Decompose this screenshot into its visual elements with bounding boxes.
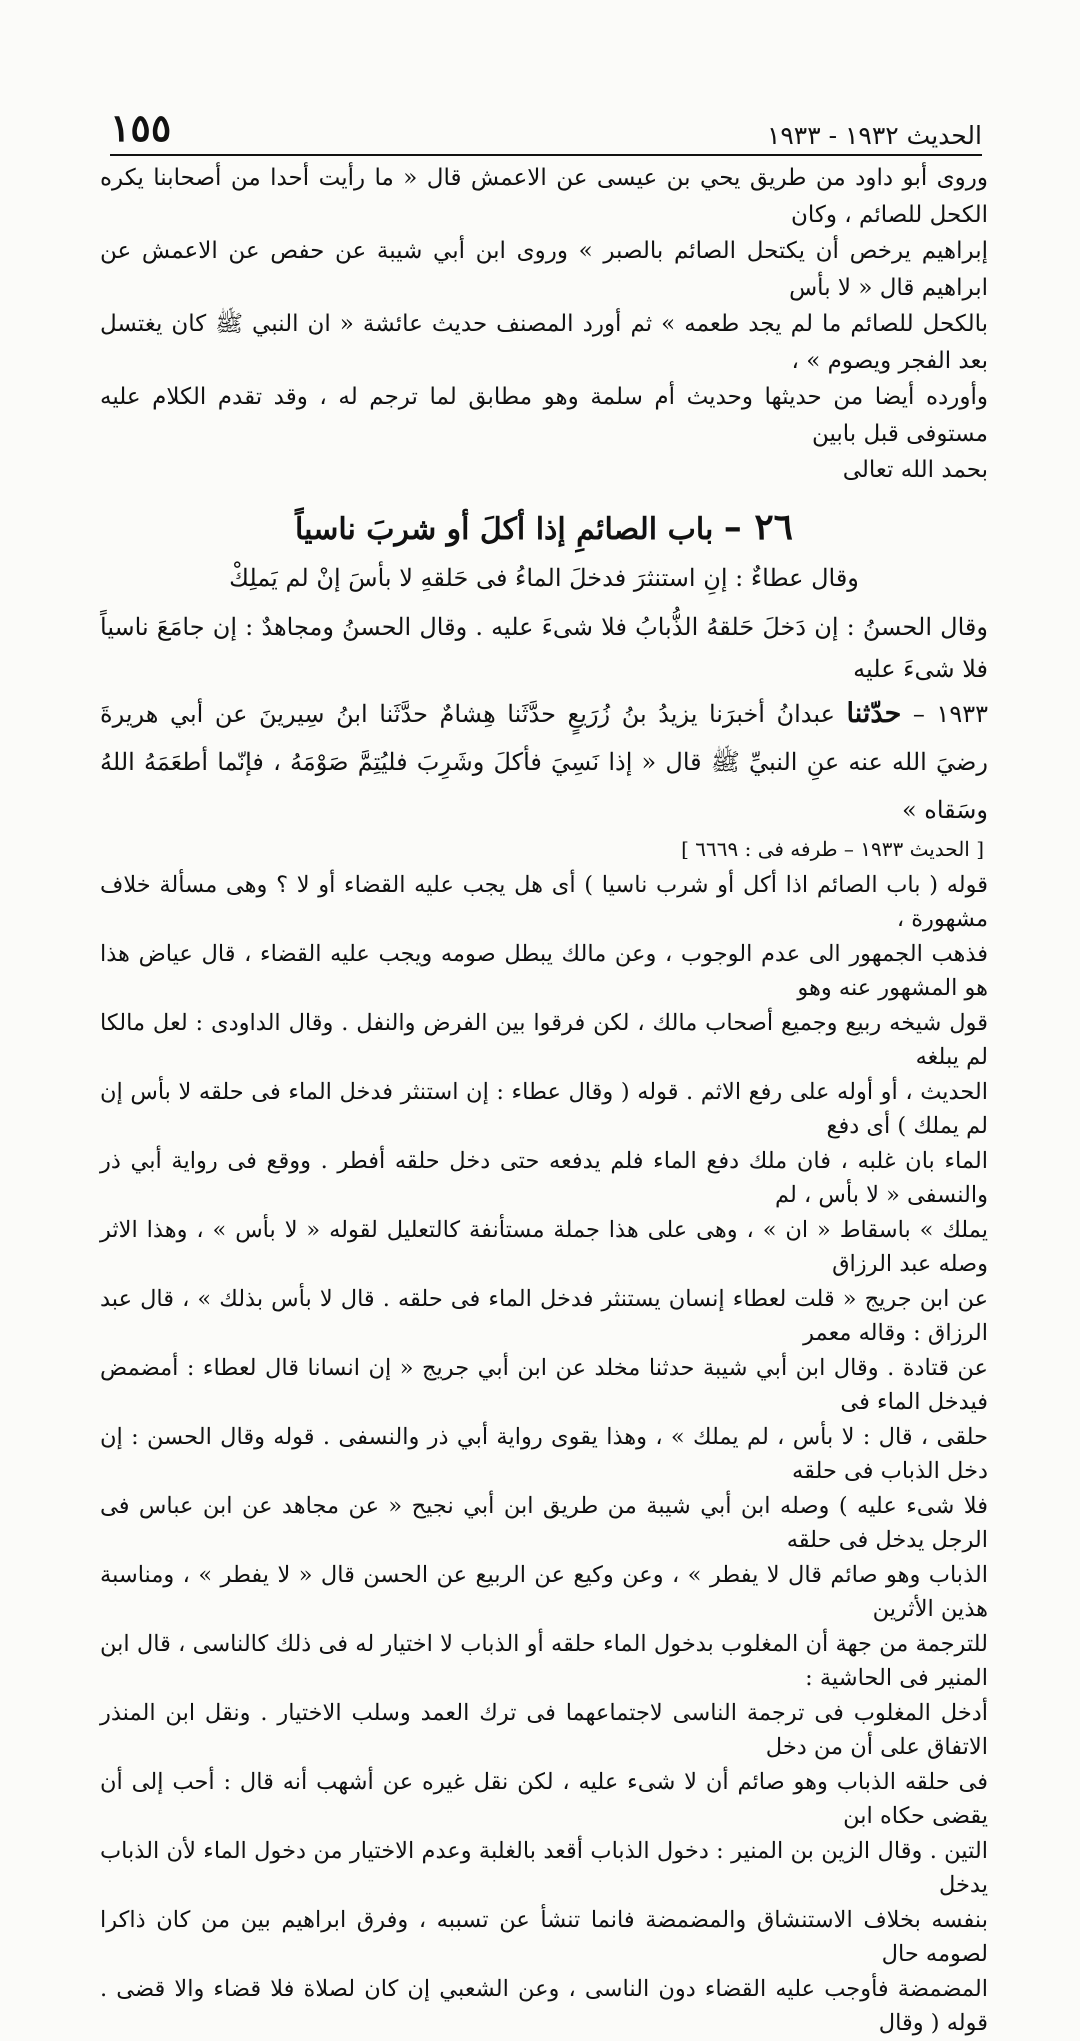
- haddathana-word: حدّثنا: [846, 697, 902, 729]
- commentary-line: قول شيخه ربيع وجميع أصحاب مالك ، لكن فرقوا بين الفرض والنفل . وقال الداودى : لعل مالكا لم يبلغه: [100, 1009, 988, 1070]
- intro-paragraph: [100, 160, 988, 489]
- cross-reference: [ الحديث ١٩٣٣ – طرفه فى : ٦٦٦٩ ]: [681, 836, 984, 861]
- athar-hasan: وقال الحسنُ : إن دَخلَ حَلقهُ الذُّبابُ فلا شىءَ عليه . وقال الحسنُ ومجاهدٌ : إن جامَعَ ناسياً فلا شىءَ عليه: [100, 612, 988, 683]
- chapter-title: الصائمِ إذا أكلَ أو شربَ ناسياً: [295, 511, 658, 547]
- commentary-line: التين . وقال الزين بن المنير : دخول الذباب أقعد بالغلبة وعدم الاختيار من دخول الماء لأن الذباب يدخل: [100, 1837, 988, 1898]
- commentary-line: فلا شىء عليه ) وصله ابن أبي شيبة من طريق ابن أبي نجيح « عن مجاهد عن ابن عباس فى الرجل يدخل فى حلقه: [100, 1492, 988, 1553]
- intro-line: وأورده أيضا من حديثها وحديث أم سلمة وهو مطابق لما ترجم له ، وقد تقدم الكلام عليه مستوفى قبل بابين: [100, 384, 988, 447]
- commentary-line: أدخل المغلوب فى ترجمة الناسى لاجتماعهما فى ترك العمد وسلب الاختيار . ونقل ابن المنذر الاتفاق على أن من دخل: [100, 1699, 988, 1760]
- page-number: ١٥٥: [110, 105, 172, 150]
- commentary-line: للترجمة من جهة أن المغلوب بدخول الماء حلقه أو الذباب لا اختيار له فى ذلك كالناسى ، قال ابن المنير فى الحاشية :: [100, 1630, 988, 1691]
- hadith-number: ١٩٣٣ –: [912, 699, 988, 728]
- commentary-line: المضمضة فأوجب عليه القضاء دون الناسى ، وعن الشعبي إن كان لصلاة فلا قضاء والا قضى . قوله ( وقال: [100, 1975, 988, 2036]
- commentary-line: الحديث ، أو أوله على رفع الاثم . قوله ( وقال عطاء : إن استنثر فدخل الماء فى حلقه لا بأس إن لم يملك ) أى دفع: [100, 1078, 988, 1139]
- commentary-line: الذباب وهو صائم قال لا يفطر » ، وعن وكيع عن الربيع عن الحسن قال « لا يفطر » ، ومناسبة هذين الأثرين: [100, 1561, 988, 1622]
- hadith-text: [100, 690, 988, 834]
- intro-line: إبراهيم يرخص أن يكتحل الصائم بالصبر » وروى ابن أبي شيبة عن حفص عن الاعمش عن ابراهيم قال « لا بأس: [100, 238, 988, 301]
- commentary-line: يملك » باسقاط « ان » ، وهى على هذا جملة مستأنفة كالتعليل لقوله « لا بأس » ، وهذا الاثر وصله عبد الرزاق: [100, 1216, 988, 1277]
- commentary-line: فى حلقه الذباب وهو صائم أن لا شىء عليه ، لكن نقل غيره عن أشهب أنه قال : أحب إلى أن يقضى حكاه ابن: [100, 1768, 988, 1829]
- athar-ata: وقال عطاءٌ : إنِ استنثرَ فدخلَ الماءُ فى حَلقهِ لا بأسَ إنْ لم يَملِكْ: [229, 563, 859, 592]
- commentary-line: عن قتادة . وقال ابن أبي شيبة حدثنا مخلد عن ابن أبي جريج « إن انسانا قال لعطاء : أمضمض فيدخل الماء فى: [100, 1354, 988, 1415]
- commentary-line: قوله ( باب الصائم اذا أكل أو شرب ناسيا ) أى هل يجب عليه القضاء أو لا ؟ وهى مسألة خلاف مشهورة ،: [100, 871, 988, 932]
- chapter-heading: [100, 505, 988, 552]
- chapter-number: ٢٦ –: [723, 505, 793, 548]
- running-head: الحديث ١٩٣٢ - ١٩٣٣: [766, 121, 982, 150]
- commentary-line: عن ابن جريج « قلت لعطاء إنسان يستنثر فدخل الماء فى حلقه . قال لا بأس بذلك » ، قال عبد الرزاق : وقاله معمر: [100, 1285, 988, 1346]
- commentary-line: فذهب الجمهور الى عدم الوجوب ، وعن مالك يبطل صومه ويجب عليه القضاء ، قال عياض هذا هو المشهور عنه وهو: [100, 940, 988, 1001]
- commentary-line: حلقى ، قال : لا بأس ، لم يملك » ، وهذا يقوى رواية أبي ذر والنسفى . قوله وقال الحسن : إن دخل الذباب فى حلقه: [100, 1423, 988, 1484]
- intro-line: وروى أبو داود من طريق يحي بن عيسى عن الاعمش قال « ما رأيت أحدا من أصحابنا يكره الكحل للصائم ، وكان: [100, 165, 988, 228]
- commentary: [100, 868, 988, 2041]
- commentary-line: الماء بان غلبه ، فان ملك دفع الماء فلم يدفعه حتى دخل حلقه أفطر . ووقع فى رواية أبي ذر والنسفى « لا بأس ، لم: [100, 1147, 988, 1208]
- intro-line: بحمد الله تعالى: [842, 457, 988, 483]
- page-header: [110, 102, 982, 156]
- intro-line: بالكحل للصائم ما لم يجد طعمه » ثم أورد المصنف حديث عائشة « ان النبي ﷺ كان يغتسل بعد الفجر ويصوم » ،: [100, 311, 988, 374]
- chapter-label: باب: [667, 511, 714, 547]
- hadith-body: عبدانُ أخبرَنا يزيدُ بنُ زُرَيعٍ حدَّثَنا هِشامٌ حدَّثَنا ابنُ سِيرينَ عن أبي هريرةَ رضيَ الله عنه عنِ النبيِّ ﷺ قال « إذا نَسِيَ فأكلَ وشَرِبَ فليُتِمَّ صَوْمَهُ ، فإنّما أطعَمَهُ اللهُ وسَقاه »: [100, 699, 988, 824]
- commentary-line: بنفسه بخلاف الاستنشاق والمضمضة فانما تنشأ عن تسببه ، وفرق ابراهيم بين من كان ذاكرا لصومه حال: [100, 1906, 988, 1967]
- page-content: [100, 160, 988, 2041]
